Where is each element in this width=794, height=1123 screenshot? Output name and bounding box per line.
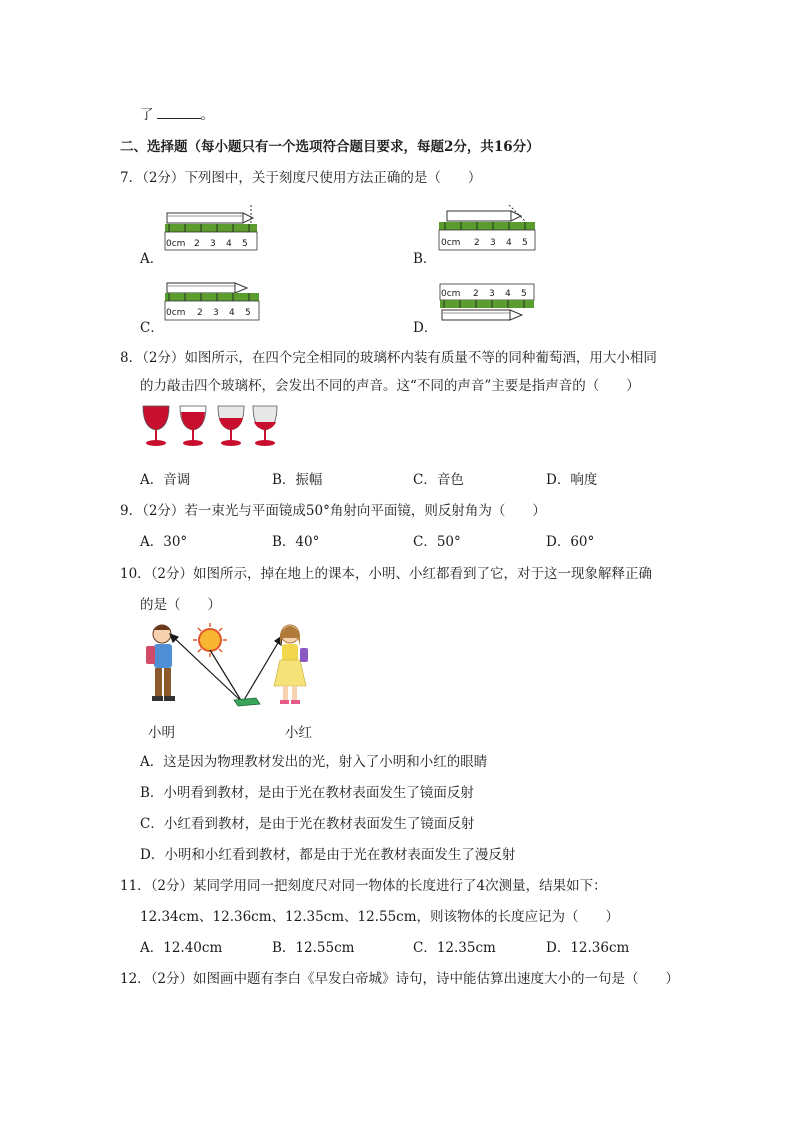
ruler-d-label-0: 0cm xyxy=(441,289,461,299)
ruler-a-label-4: 4 xyxy=(226,239,232,249)
q7-option-d-label: D． xyxy=(413,320,438,336)
ruler-d-label-5: 5 xyxy=(521,289,527,299)
question-10-stem-cont: 的是（ ） xyxy=(140,597,221,613)
girl-xiaohong-icon xyxy=(274,625,308,704)
label-xiaoming: 小明 xyxy=(148,725,175,741)
q10-score: （2分） xyxy=(150,566,194,582)
q11-text: 某同学用同一把刻度尺对同一物体的长度进行了4次测量，结果如下： xyxy=(193,878,607,894)
q11-option-d: D．12.36cm xyxy=(546,940,630,956)
wine-glass-3 xyxy=(218,406,244,446)
q9-option-a: A．30° xyxy=(140,534,188,550)
wine-glass-4 xyxy=(253,406,277,446)
ruler-b-label-5: 5 xyxy=(522,238,528,248)
sun-icon xyxy=(193,623,227,657)
q10-option-c: C．小红看到教材，是由于光在教材表面发生了镜面反射 xyxy=(140,816,475,832)
q7-option-a-label: A． xyxy=(140,251,164,267)
q9-number: 9． xyxy=(120,503,143,519)
ruler-b-label-0: 0cm xyxy=(441,238,461,248)
question-10-stem xyxy=(120,562,652,582)
ruler-figure-d xyxy=(437,282,537,328)
q9-option-b: B．40° xyxy=(272,534,320,550)
prev-question-tail xyxy=(140,103,214,123)
question-8-stem xyxy=(120,346,657,366)
q12-score: （2分） xyxy=(150,971,194,987)
question-9-stem xyxy=(120,499,546,519)
question-12-stem xyxy=(120,967,679,987)
ruler-c-label-0: 0cm xyxy=(166,308,186,318)
ruler-a-label-3: 3 xyxy=(210,239,216,249)
q7-option-c-label: C． xyxy=(140,320,164,336)
question-11-stem xyxy=(120,874,607,894)
q8-option-b: B．振幅 xyxy=(272,472,323,488)
ruler-b-label-4: 4 xyxy=(506,238,512,248)
section-title: 二、选择题（每小题只有一个选项符合题目要求，每题2分，共16分） xyxy=(120,139,540,155)
reflection-figure xyxy=(140,620,320,712)
q11-option-a: A．12.40cm xyxy=(140,940,223,956)
ruler-a-label-2: 2 xyxy=(194,239,200,249)
ruler-a-label-0: 0cm xyxy=(166,239,186,249)
q7-score: （2分） xyxy=(142,170,185,186)
q10-text: 如图所示，掉在地上的课本，小明、小红都看到了它，对于这一现象解释正确 xyxy=(193,566,653,582)
q10-number: 10． xyxy=(120,566,151,582)
q12-number: 12． xyxy=(120,971,151,987)
ruler-c-label-4: 4 xyxy=(229,308,235,318)
question-8-stem-cont: 的力敲击四个玻璃杯，会发出不同的声音。这“不同的声音”主要是指声音的（ ） xyxy=(140,378,640,394)
q8-option-d: D．响度 xyxy=(546,472,598,488)
q9-score: （2分） xyxy=(142,503,185,519)
wine-glasses-figure xyxy=(140,402,285,450)
q9-option-d: D．60° xyxy=(546,534,595,550)
ruler-b-label-2: 2 xyxy=(474,238,480,248)
ruler-d-label-2: 2 xyxy=(473,289,479,299)
ruler-figure-a xyxy=(163,205,263,257)
q10-option-b: B．小明看到教材，是由于光在教材表面发生了镜面反射 xyxy=(140,785,474,801)
question-7-stem xyxy=(120,166,481,186)
q11-number: 11． xyxy=(120,878,151,894)
fragment-text: 了 xyxy=(140,107,154,123)
q9-text: 若一束光与平面镜成50°角射向平面镜，则反射角为（ ） xyxy=(184,503,546,519)
q8-score: （2分） xyxy=(142,350,185,366)
light-rays xyxy=(170,634,282,702)
q8-number: 8． xyxy=(120,350,143,366)
q7-number: 7． xyxy=(120,170,143,186)
textbook-icon xyxy=(234,698,260,706)
q7-option-b-label: B． xyxy=(413,251,437,267)
ruler-c-label-3: 3 xyxy=(213,308,219,318)
wine-glass-1 xyxy=(143,406,169,446)
ruler-a-label-5: 5 xyxy=(242,239,248,249)
q9-option-c: C．50° xyxy=(413,534,461,550)
q7-text: 下列图中，关于刻度尺使用方法正确的是（ ） xyxy=(184,170,482,186)
wine-glass-2 xyxy=(180,406,206,446)
ruler-c-label-2: 2 xyxy=(197,308,203,318)
q8-option-c: C．音色 xyxy=(413,472,464,488)
answer-blank xyxy=(157,106,201,119)
q10-option-a: A．这是因为物理教材发出的光，射入了小明和小红的眼睛 xyxy=(140,754,488,770)
ruler-c-label-5: 5 xyxy=(245,308,251,318)
fragment-period: 。 xyxy=(200,107,214,123)
ruler-d-label-3: 3 xyxy=(489,289,495,299)
q8-option-a: A．音调 xyxy=(140,472,191,488)
q11-score: （2分） xyxy=(150,878,194,894)
q8-text: 如图所示，在四个完全相同的玻璃杯内装有质量不等的同种葡萄酒，用大小相同 xyxy=(184,350,657,366)
ruler-figure-b xyxy=(437,205,541,257)
ruler-b-label-3: 3 xyxy=(490,238,496,248)
ruler-figure-c xyxy=(163,275,263,327)
question-11-stem-cont: 12.34cm、12.36cm、12.35cm、12.55cm，则该物体的长度应记为（ ） xyxy=(140,909,620,925)
ruler-d-label-4: 4 xyxy=(505,289,511,299)
q12-text: 如图画中题有李白《早发白帝城》诗句，诗中能估算出速度大小的一句是（ ） xyxy=(193,971,680,987)
q11-option-c: C．12.35cm xyxy=(413,940,496,956)
label-xiaohong: 小红 xyxy=(285,725,312,741)
q11-option-b: B．12.55cm xyxy=(272,940,355,956)
q10-option-d: D．小明和小红看到教材，都是由于光在教材表面发生了漫反射 xyxy=(140,847,516,863)
